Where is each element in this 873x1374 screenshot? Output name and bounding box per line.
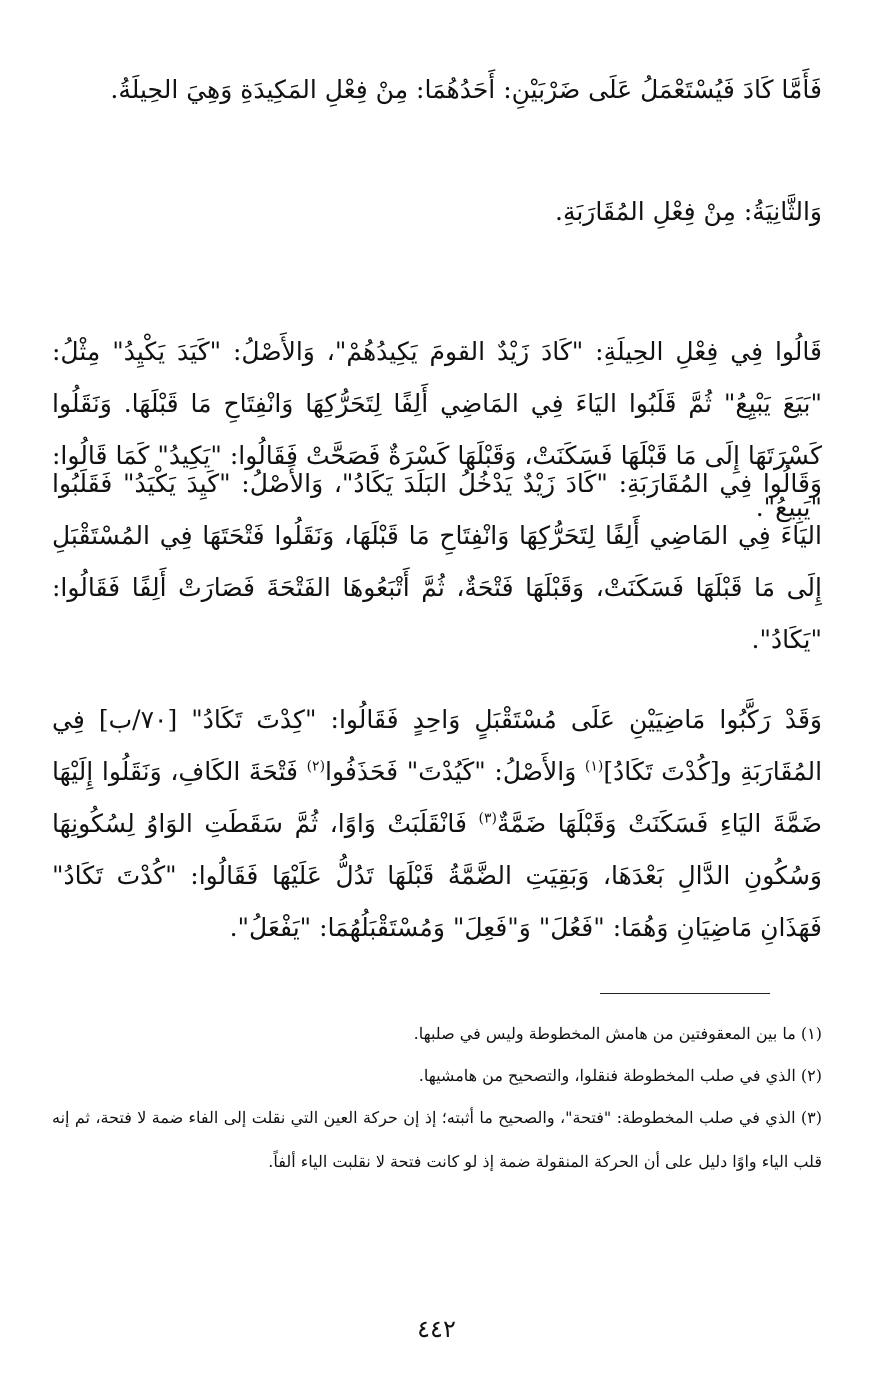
paragraph-5-part-3: فَتْحَةَ الكَافِ، وَنَقَلُوا إِلَيْهَا ضَمَّةَ اليَاءِ فَسَكَنَتْ وَقَبْلَهَا ضَمَّةٌ <box>52 757 822 838</box>
body-paragraph-3: قَالُوا فِي فِعْلِ الحِيلَةِ: "كَادَ زَيْدٌ القومَ يَكِيدُهُمْ"، وَالأَصْلُ: "كَيَدَ يَكْيِدُ" مِثْلُ: "بَيَعَ يَبْيِعُ" ثُمَّ قَلَبُوا اليَاءَ فِي المَاضِي أَلِفًا لِتَحَرُّكِهَا وَانْفِتَاحِ مَا قَبْلَهَا. وَنَقَلُوا كَسْرَتَهَا إِلَى مَا قَبْلَهَا فَسَكَنَتْ، وَقَبْلَهَا كَسْرَةٌ فَصَحَّتْ فَقَالُوا: "يَكِيدُ" كَمَا قَالُوا: "يَبِيعُ". <box>52 337 822 522</box>
footnote-separator <box>600 993 770 994</box>
paragraph-5-part-2: وَالأَصْلُ: "كَيُدْتَ" فَحَذَفُوا <box>325 757 585 786</box>
body-paragraph-4: وَقَالُوا فِي المُقَارَبَةِ: "كَادَ زَيْدٌ يَدْخُلُ البَلَدَ يَكَادُ"، وَالأَصْلُ: "كَيِدَ يَكْيَدُ" فَقَلَبُوا اليَاءَ فِي المَاضِي أَلِفًا لِتَحَرُّكِهَا وَانْفِتَاحِ مَا قَبْلَهَا، وَنَقَلُوا فَتْحَتَهَا فِي المُسْتَقْبَلِ إِلَى مَا قَبْلَهَا فَسَكَنَتْ، وَقَبْلَهَا فَتْحَةٌ، ثُمَّ أَتْبَعُوهَا الفَتْحَةَ فَصَارَتْ أَلِفًا فَقَالُوا: "يَكَادُ". <box>52 469 822 654</box>
footnote-2: (٢) الذي في صلب المخطوطة فنقلوا، والتصحيح من هامشيها. <box>418 1066 822 1085</box>
body-paragraph-2: وَالثَّانِيَةُ: مِنْ فِعْلِ المُقَارَبَةِ. <box>555 197 822 226</box>
footnote-ref-1: (١) <box>584 758 604 775</box>
footnote-3: (٣) الذي في صلب المخطوطة: "فتحة"، والصحيح ما أثبته؛ إذ إن حركة العين التي نقلت إلى الفاء ضمة لا فتحة، ثم إنه قلب الياء واوًا دليل على أن الحركة المنقولة ضمة إذ لو كانت فتحة لا نقلبت الياء ألفاً. <box>52 1108 823 1171</box>
page-number: ٤٤٢ <box>417 1315 456 1343</box>
paragraph-5-part-4: فَانْقَلَبَتْ وَاوًا، ثُمَّ سَقَطَتِ الوَاوُ لِسُكُونِهَا وَسُكُونِ الدَّالِ بَعْدَهَا، وَبَقِيَتِ الضَّمَّةُ قَبْلَهَا تَدُلُّ عَلَيْهَا فَقَالُوا: "كُدْتَ تَكَادُ" فَهَذَانِ مَاضِيَانِ وَهُمَا: "فَعُلَ" وَ"فَعِلَ" وَمُسْتَقْبَلُهُمَا: "يَفْعَلُ". <box>52 809 822 942</box>
footnote-1: (١) ما بين المعقوفتين من هامش المخطوطة وليس في صلبها. <box>413 1024 822 1043</box>
body-paragraph-5 <box>52 694 822 954</box>
body-paragraph-1: فَأَمَّا كَادَ فَيُسْتَعْمَلُ عَلَى ضَرْبَيْنِ: أَحَدُهُمَا: مِنْ فِعْلِ المَكِيدَةِ وَهِيَ الحِيلَةُ. <box>110 75 822 104</box>
footnote-ref-3: (٣) <box>478 810 497 827</box>
paragraph-5-part-1: وَقَدْ رَكَّبُوا مَاضِيَيْنِ عَلَى مُسْتَقْبَلٍ وَاحِدٍ فَقَالُوا: "كِدْتَ تَكَادُ" [٧٠/ب] فِي المُقَارَبَةِ و[كُدْتَ تَكَادُ] <box>52 705 823 786</box>
footnote-ref-2: (٢) <box>306 758 326 775</box>
